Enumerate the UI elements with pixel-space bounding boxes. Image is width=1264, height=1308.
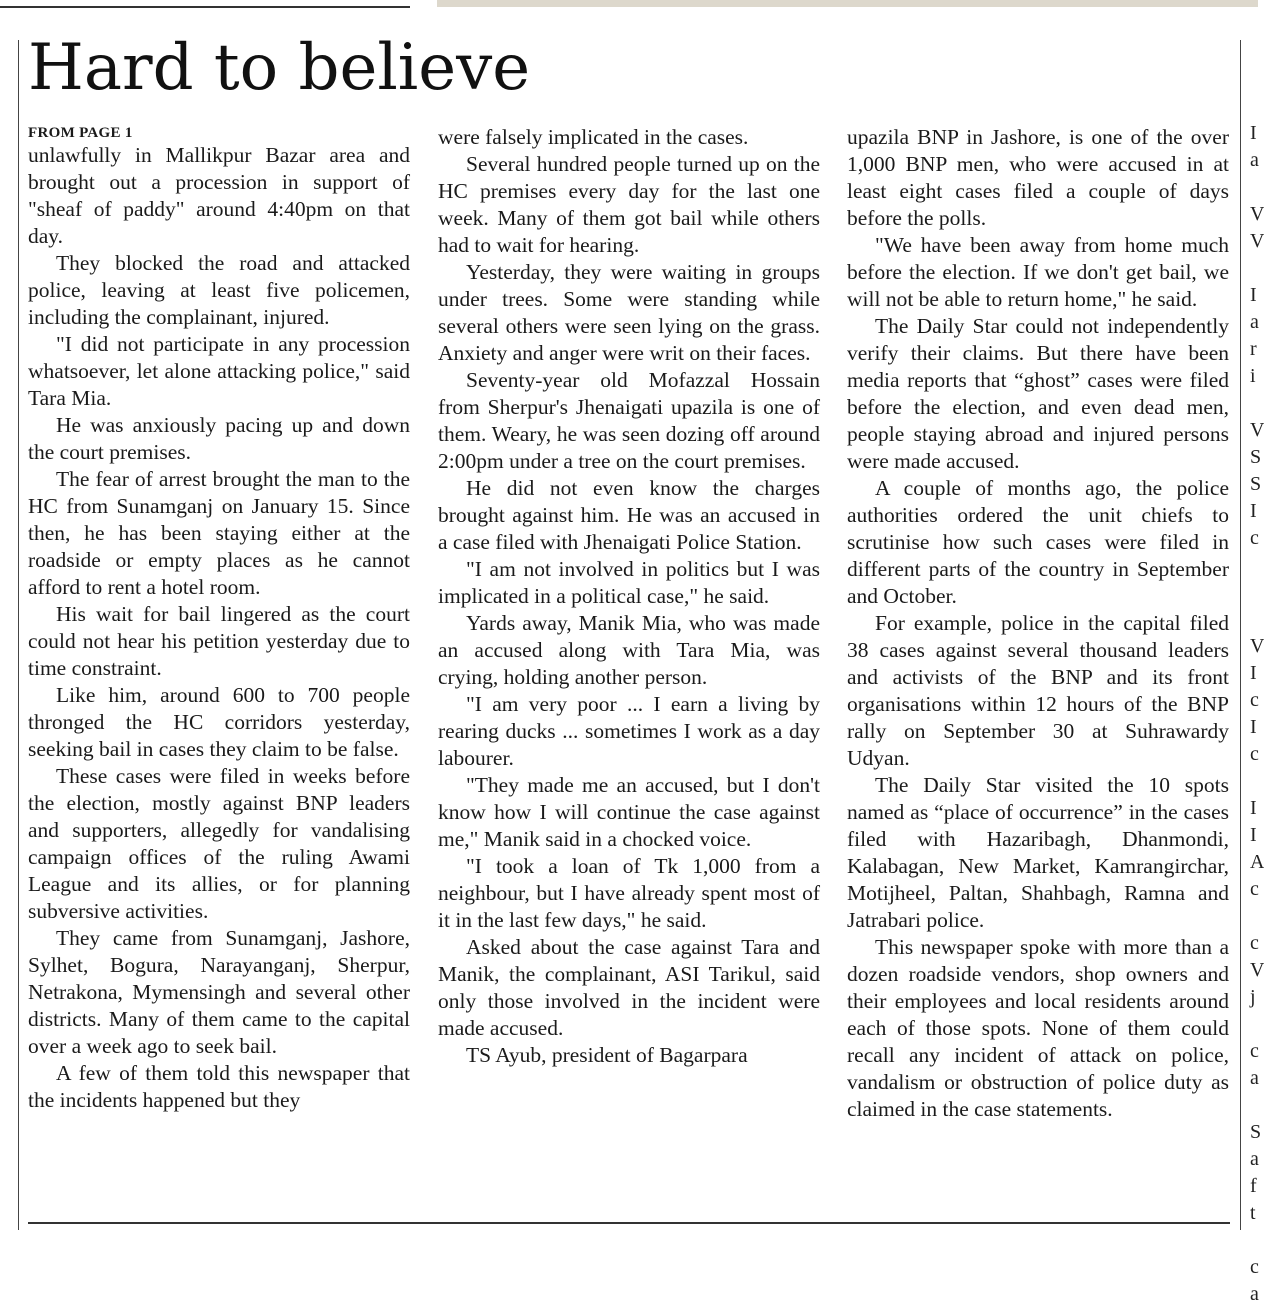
- edge-fragment: [1250, 390, 1258, 417]
- edge-fragment: I: [1250, 122, 1257, 144]
- paragraph: "I am very poor ... I earn a living by rearing ducks ... sometimes I work as a day labourer.: [438, 692, 820, 770]
- paragraph: Yards away, Manik Mia, who was made an accused along with Tara Mia, was crying, holding another person.: [438, 611, 820, 689]
- edge-fragment: [1250, 255, 1258, 282]
- paragraph: He did not even know the charges brought against him. He was an accused in a case filed with Jhenaigati Police Station.: [438, 476, 820, 554]
- edge-fragment: a: [1250, 1067, 1259, 1089]
- paragraph: Asked about the case against Tara and Manik, the complainant, ASI Tarikul, said only those involved in the incident were made accused.: [438, 935, 820, 1040]
- edge-fragment: [1250, 552, 1258, 579]
- edge-fragment: V: [1250, 959, 1264, 981]
- paragraph: TS Ayub, president of Bagarpara: [466, 1043, 748, 1067]
- kicker: FROM PAGE 1: [28, 125, 133, 141]
- edge-fragment: V: [1250, 230, 1264, 252]
- paragraph: His wait for bail lingered as the court could not hear his petition yesterday due to time constraint.: [28, 602, 410, 680]
- edge-fragment: t: [1250, 1202, 1256, 1224]
- edge-fragment: a: [1250, 311, 1259, 333]
- article-column-1: [28, 124, 410, 1114]
- edge-fragment: a: [1250, 1148, 1259, 1170]
- paragraph: The fear of arrest brought the man to the HC from Sunamganj on January 15. Since then, he has been staying either at the roadside or empty places as he cannot afford to rent a hotel room.: [28, 467, 410, 599]
- edge-fragment: A: [1250, 851, 1264, 873]
- paragraph: unlawfully in Mallikpur Bazar area and brought out a procession in support of "sheaf of paddy" around 4:40pm on that day.: [28, 143, 410, 248]
- right-column-rule: [1240, 40, 1241, 1230]
- article-column-3: [847, 124, 1229, 1123]
- edge-fragment: I: [1250, 797, 1257, 819]
- paragraph: They came from Sunamganj, Jashore, Sylhet, Bogura, Narayanganj, Sherpur, Netrakona, Mymensingh and several other districts. Many of them came to the capital over a week ago to seek bail.: [28, 926, 410, 1058]
- paragraph: For example, police in the capital filed 38 cases against several thousand leaders and activists of the BNP and its front organisations within 12 hours of the BNP rally on September 30 at Suhrawardy Udyan.: [847, 611, 1229, 770]
- edge-fragment: V: [1250, 203, 1264, 225]
- edge-fragment: [1250, 903, 1258, 930]
- edge-fragment: S: [1250, 1121, 1262, 1143]
- edge-fragment: S: [1250, 446, 1262, 468]
- paragraph: These cases were filed in weeks before the election, mostly against BNP leaders and supporters, allegedly for vandalising campaign offices of the ruling Awami League and its allies, or for planning subversive activities.: [28, 764, 410, 923]
- edge-fragment: S: [1250, 473, 1262, 495]
- article-column-2: [438, 124, 820, 1069]
- edge-fragment: V: [1250, 635, 1264, 657]
- edge-fragment: V: [1250, 419, 1264, 441]
- edge-fragment: [1250, 1227, 1258, 1254]
- edge-fragment: [1250, 579, 1258, 606]
- headline: Hard to believe: [28, 31, 531, 105]
- edge-fragment: I: [1250, 716, 1257, 738]
- edge-fragment: I: [1250, 500, 1257, 522]
- edge-fragment: I: [1250, 824, 1257, 846]
- edge-fragment: c: [1250, 527, 1259, 549]
- edge-fragment: c: [1250, 1256, 1259, 1278]
- edge-fragment: [1250, 768, 1258, 795]
- paragraph: "I took a loan of Tk 1,000 from a neighbour, but I have already spent most of it in the last few days," he said.: [438, 854, 820, 932]
- paragraph: were falsely implicated in the cases.: [438, 125, 749, 149]
- paragraph: Several hundred people turned up on the HC premises every day for the last one week. Many of them got bail while others had to wait for hearing.: [438, 152, 820, 257]
- edge-fragment: [1250, 174, 1258, 201]
- paragraph: He was anxiously pacing up and down the court premises.: [28, 413, 410, 464]
- edge-fragment: c: [1250, 878, 1259, 900]
- edge-fragment: I: [1250, 662, 1257, 684]
- edge-fragment: r: [1250, 338, 1257, 360]
- paragraph: "We have been away from home much before the election. If we don't get bail, we will not be able to return home," he said.: [847, 233, 1229, 311]
- edge-fragment: i: [1250, 365, 1256, 387]
- edge-fragment: [1250, 1092, 1258, 1119]
- edge-fragment: c: [1250, 1040, 1259, 1062]
- paragraph: Yesterday, they were waiting in groups under trees. Some were standing while several others were seen lying on the grass. Anxiety and anger were writ on their faces.: [438, 260, 820, 365]
- paragraph: "I did not participate in any procession whatsoever, let alone attacking police," said Tara Mia.: [28, 332, 410, 410]
- edge-fragment: c: [1250, 743, 1259, 765]
- edge-fragment: c: [1250, 689, 1259, 711]
- paragraph: This newspaper spoke with more than a dozen roadside vendors, shop owners and their employees and local residents around each of those spots. None of them could recall any incident of attack on police, vandalism or obstruction of police duty as claimed in the case statements.: [847, 935, 1229, 1121]
- adjacent-column-edge: [1250, 120, 1264, 1305]
- edge-fragment: [1250, 606, 1258, 633]
- edge-fragment: [1250, 1011, 1258, 1038]
- paragraph: They blocked the road and attacked police, leaving at least five policemen, including the complainant, injured.: [28, 251, 410, 329]
- paragraph: Like him, around 600 to 700 people thronged the HC corridors yesterday, seeking bail in cases they claim to be false.: [28, 683, 410, 761]
- paragraph: A couple of months ago, the police authorities ordered the unit chiefs to scrutinise how such cases were filed in different parts of the country in September and October.: [847, 476, 1229, 608]
- paragraph: The Daily Star visited the 10 spots named as “place of occurrence” in the cases filed with Hazaribagh, Dhanmondi, Kalabagan, New Market, Kamrangirchar, Motijheel, Paltan, Shahbagh, Ramna and Jatrabari police.: [847, 773, 1229, 932]
- top-band: [437, 0, 1258, 7]
- edge-fragment: a: [1250, 1283, 1259, 1305]
- paragraph: Seventy-year old Mofazzal Hossain from Sherpur's Jhenaigati upazila is one of them. Weary, he was seen dozing off around 2:00pm under a tree on the court premises.: [438, 368, 820, 473]
- edge-fragment: c: [1250, 932, 1259, 954]
- paragraph: upazila BNP in Jashore, is one of the over 1,000 BNP men, who were accused in at least eight cases filed a couple of days before the polls.: [847, 125, 1229, 230]
- edge-fragment: j: [1250, 986, 1256, 1008]
- edge-fragment: a: [1250, 149, 1259, 171]
- bottom-rule: [28, 1222, 1230, 1224]
- paragraph: "They made me an accused, but I don't know how I will continue the case against me," Manik said in a chocked voice.: [438, 773, 820, 851]
- edge-fragment: I: [1250, 284, 1257, 306]
- paragraph: "I am not involved in politics but I was implicated in a political case," he said.: [438, 557, 820, 608]
- paragraph: A few of them told this newspaper that the incidents happened but they: [28, 1061, 410, 1112]
- top-rule: [0, 6, 410, 8]
- paragraph: The Daily Star could not independently verify their claims. But there have been media reports that “ghost” cases were filed before the election, and even dead men, people staying abroad and injured persons were made accused.: [847, 314, 1229, 473]
- left-column-rule: [18, 40, 19, 1230]
- edge-fragment: f: [1250, 1175, 1257, 1197]
